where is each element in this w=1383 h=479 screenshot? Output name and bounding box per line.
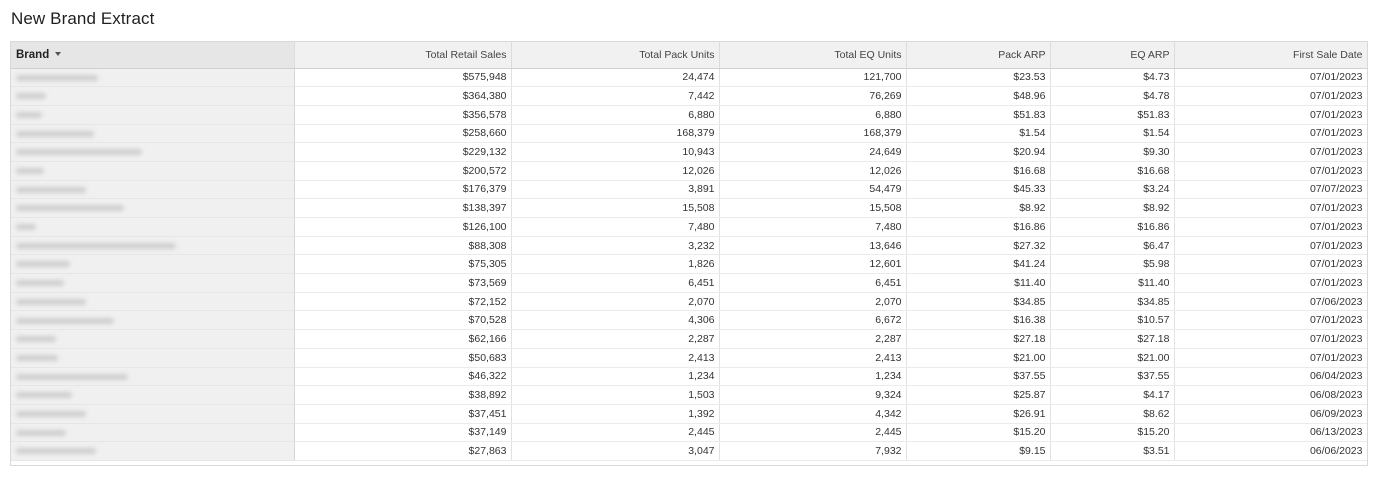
cell-brand[interactable] xyxy=(11,311,294,330)
cell-first-sale-date: 07/07/2023 xyxy=(1174,180,1367,199)
cell-first-sale-date: 07/01/2023 xyxy=(1174,199,1367,218)
cell-total-pack-units: 7,442 xyxy=(511,87,719,106)
cell-brand[interactable] xyxy=(11,105,294,124)
redacted-brand-name xyxy=(16,131,94,137)
cell-eq-arp: $34.85 xyxy=(1050,292,1174,311)
cell-eq-arp: $15.20 xyxy=(1050,423,1174,442)
table-row[interactable] xyxy=(11,292,1367,311)
cell-total-retail-sales: $38,892 xyxy=(294,386,511,405)
column-header-first-sale-date[interactable]: First Sale Date xyxy=(1174,42,1367,68)
cell-brand[interactable] xyxy=(11,404,294,423)
cell-brand[interactable] xyxy=(11,199,294,218)
cell-first-sale-date: 07/01/2023 xyxy=(1174,348,1367,367)
column-header-label: Brand xyxy=(16,48,50,61)
redacted-brand-name xyxy=(16,149,142,155)
cell-pack-arp: $48.96 xyxy=(906,87,1050,106)
cell-total-eq-units: 2,287 xyxy=(719,330,906,349)
cell-total-pack-units: 6,451 xyxy=(511,274,719,293)
cell-total-eq-units: 2,070 xyxy=(719,292,906,311)
cell-brand[interactable] xyxy=(11,143,294,162)
cell-total-pack-units: 12,026 xyxy=(511,161,719,180)
redacted-brand-name xyxy=(16,93,46,99)
cell-brand[interactable] xyxy=(11,255,294,274)
cell-total-retail-sales: $229,132 xyxy=(294,143,511,162)
column-header-total-eq-units[interactable]: Total EQ Units xyxy=(719,42,906,68)
cell-pack-arp: $8.92 xyxy=(906,199,1050,218)
cell-pack-arp: $26.91 xyxy=(906,404,1050,423)
cell-brand[interactable] xyxy=(11,330,294,349)
cell-total-eq-units: 7,932 xyxy=(719,442,906,461)
table-row[interactable] xyxy=(11,423,1367,442)
redacted-brand-name xyxy=(16,261,70,267)
table-row[interactable] xyxy=(11,161,1367,180)
cell-eq-arp: $9.30 xyxy=(1050,143,1174,162)
cell-total-pack-units: 4,306 xyxy=(511,311,719,330)
cell-first-sale-date: 07/01/2023 xyxy=(1174,274,1367,293)
cell-first-sale-date: 07/01/2023 xyxy=(1174,330,1367,349)
cell-eq-arp: $6.47 xyxy=(1050,236,1174,255)
cell-brand[interactable] xyxy=(11,68,294,87)
cell-brand[interactable] xyxy=(11,236,294,255)
cell-brand[interactable] xyxy=(11,348,294,367)
cell-eq-arp: $4.17 xyxy=(1050,386,1174,405)
table-header-row xyxy=(11,42,1367,68)
cell-brand[interactable] xyxy=(11,367,294,386)
cell-total-pack-units: 15,508 xyxy=(511,199,719,218)
cell-total-eq-units: 12,601 xyxy=(719,255,906,274)
cell-first-sale-date: 07/01/2023 xyxy=(1174,161,1367,180)
cell-eq-arp: $3.51 xyxy=(1050,442,1174,461)
cell-total-retail-sales: $37,149 xyxy=(294,423,511,442)
cell-total-eq-units: 54,479 xyxy=(719,180,906,199)
cell-total-retail-sales: $62,166 xyxy=(294,330,511,349)
table-row[interactable] xyxy=(11,386,1367,405)
cell-total-retail-sales: $46,322 xyxy=(294,367,511,386)
column-header-total-retail-sales[interactable]: Total Retail Sales xyxy=(294,42,511,68)
cell-total-eq-units: 76,269 xyxy=(719,87,906,106)
cell-eq-arp: $10.57 xyxy=(1050,311,1174,330)
cell-total-pack-units: 6,880 xyxy=(511,105,719,124)
cell-first-sale-date: 06/04/2023 xyxy=(1174,367,1367,386)
cell-eq-arp: $16.68 xyxy=(1050,161,1174,180)
page-title: New Brand Extract xyxy=(11,9,155,28)
cell-total-pack-units: 10,943 xyxy=(511,143,719,162)
cell-eq-arp: $11.40 xyxy=(1050,274,1174,293)
cell-pack-arp: $45.33 xyxy=(906,180,1050,199)
cell-eq-arp: $8.62 xyxy=(1050,404,1174,423)
cell-total-pack-units: 1,826 xyxy=(511,255,719,274)
cell-pack-arp: $25.87 xyxy=(906,386,1050,405)
table-row[interactable] xyxy=(11,311,1367,330)
cell-eq-arp: $51.83 xyxy=(1050,105,1174,124)
cell-total-retail-sales: $37,451 xyxy=(294,404,511,423)
cell-total-pack-units: 24,474 xyxy=(511,68,719,87)
cell-total-retail-sales: $50,683 xyxy=(294,348,511,367)
cell-pack-arp: $27.18 xyxy=(906,330,1050,349)
redacted-brand-name xyxy=(16,168,44,174)
cell-total-retail-sales: $575,948 xyxy=(294,68,511,87)
cell-eq-arp: $1.54 xyxy=(1050,124,1174,143)
redacted-brand-name xyxy=(16,75,98,81)
cell-total-retail-sales: $356,578 xyxy=(294,105,511,124)
cell-total-eq-units: 6,880 xyxy=(719,105,906,124)
column-header-eq-arp[interactable]: EQ ARP xyxy=(1050,42,1174,68)
cell-pack-arp: $9.15 xyxy=(906,442,1050,461)
cell-total-pack-units: 1,234 xyxy=(511,367,719,386)
cell-eq-arp: $4.78 xyxy=(1050,87,1174,106)
cell-pack-arp: $16.38 xyxy=(906,311,1050,330)
table-row[interactable] xyxy=(11,348,1367,367)
cell-total-eq-units: 4,342 xyxy=(719,404,906,423)
redacted-brand-name xyxy=(16,280,64,286)
cell-first-sale-date: 07/01/2023 xyxy=(1174,87,1367,106)
redacted-brand-name xyxy=(16,448,96,454)
table-row[interactable] xyxy=(11,236,1367,255)
cell-first-sale-date: 07/01/2023 xyxy=(1174,255,1367,274)
cell-brand[interactable] xyxy=(11,218,294,237)
cell-total-eq-units: 7,480 xyxy=(719,218,906,237)
cell-total-eq-units: 2,445 xyxy=(719,423,906,442)
cell-first-sale-date: 07/01/2023 xyxy=(1174,311,1367,330)
cell-total-pack-units: 2,413 xyxy=(511,348,719,367)
cell-brand[interactable] xyxy=(11,442,294,461)
cell-eq-arp: $8.92 xyxy=(1050,199,1174,218)
redacted-brand-name xyxy=(16,430,66,436)
redacted-brand-name xyxy=(16,318,114,324)
column-header-total-pack-units[interactable]: Total Pack Units xyxy=(511,42,719,68)
cell-first-sale-date: 07/01/2023 xyxy=(1174,218,1367,237)
cell-total-retail-sales: $200,572 xyxy=(294,161,511,180)
table-row[interactable] xyxy=(11,68,1367,87)
cell-total-pack-units: 2,445 xyxy=(511,423,719,442)
cell-total-eq-units: 13,646 xyxy=(719,236,906,255)
table-row[interactable] xyxy=(11,442,1367,461)
table-row[interactable] xyxy=(11,404,1367,423)
redacted-brand-name xyxy=(16,299,86,305)
cell-pack-arp: $23.53 xyxy=(906,68,1050,87)
cell-total-eq-units: 6,672 xyxy=(719,311,906,330)
table-row[interactable] xyxy=(11,199,1367,218)
data-table xyxy=(10,41,1368,466)
redacted-brand-name xyxy=(16,411,86,417)
cell-total-eq-units: 121,700 xyxy=(719,68,906,87)
cell-eq-arp: $4.73 xyxy=(1050,68,1174,87)
cell-pack-arp: $34.85 xyxy=(906,292,1050,311)
cell-pack-arp: $37.55 xyxy=(906,367,1050,386)
cell-eq-arp: $27.18 xyxy=(1050,330,1174,349)
cell-first-sale-date: 06/08/2023 xyxy=(1174,386,1367,405)
cell-total-pack-units: 3,047 xyxy=(511,442,719,461)
cell-total-retail-sales: $88,308 xyxy=(294,236,511,255)
cell-pack-arp: $27.32 xyxy=(906,236,1050,255)
cell-pack-arp: $41.24 xyxy=(906,255,1050,274)
cell-eq-arp: $37.55 xyxy=(1050,367,1174,386)
cell-total-eq-units: 2,413 xyxy=(719,348,906,367)
cell-total-pack-units: 1,503 xyxy=(511,386,719,405)
cell-eq-arp: $3.24 xyxy=(1050,180,1174,199)
cell-total-retail-sales: $70,528 xyxy=(294,311,511,330)
redacted-brand-name xyxy=(16,392,72,398)
cell-first-sale-date: 06/09/2023 xyxy=(1174,404,1367,423)
cell-brand[interactable] xyxy=(11,161,294,180)
table-row[interactable] xyxy=(11,143,1367,162)
cell-total-pack-units: 2,070 xyxy=(511,292,719,311)
cell-total-retail-sales: $364,380 xyxy=(294,87,511,106)
table-row[interactable] xyxy=(11,180,1367,199)
redacted-brand-name xyxy=(16,374,128,380)
cell-total-pack-units: 3,232 xyxy=(511,236,719,255)
table-row[interactable] xyxy=(11,367,1367,386)
cell-first-sale-date: 06/06/2023 xyxy=(1174,442,1367,461)
cell-pack-arp: $21.00 xyxy=(906,348,1050,367)
cell-first-sale-date: 07/01/2023 xyxy=(1174,124,1367,143)
cell-total-pack-units: 1,392 xyxy=(511,404,719,423)
cell-pack-arp: $16.86 xyxy=(906,218,1050,237)
cell-brand[interactable] xyxy=(11,180,294,199)
cell-first-sale-date: 06/13/2023 xyxy=(1174,423,1367,442)
cell-total-pack-units: 2,287 xyxy=(511,330,719,349)
column-header-brand[interactable] xyxy=(11,42,294,68)
cell-total-pack-units: 7,480 xyxy=(511,218,719,237)
cell-total-eq-units: 9,324 xyxy=(719,386,906,405)
table-row[interactable] xyxy=(11,124,1367,143)
cell-first-sale-date: 07/01/2023 xyxy=(1174,143,1367,162)
cell-total-pack-units: 168,379 xyxy=(511,124,719,143)
cell-total-retail-sales: $27,863 xyxy=(294,442,511,461)
cell-eq-arp: $21.00 xyxy=(1050,348,1174,367)
cell-total-retail-sales: $73,569 xyxy=(294,274,511,293)
cell-first-sale-date: 07/01/2023 xyxy=(1174,105,1367,124)
cell-total-eq-units: 15,508 xyxy=(719,199,906,218)
table-row[interactable] xyxy=(11,330,1367,349)
cell-brand[interactable] xyxy=(11,87,294,106)
cell-eq-arp: $16.86 xyxy=(1050,218,1174,237)
redacted-brand-name xyxy=(16,336,56,342)
cell-brand[interactable] xyxy=(11,274,294,293)
cell-total-retail-sales: $126,100 xyxy=(294,218,511,237)
cell-total-retail-sales: $138,397 xyxy=(294,199,511,218)
cell-brand[interactable] xyxy=(11,292,294,311)
table-row[interactable] xyxy=(11,274,1367,293)
redacted-brand-name xyxy=(16,355,58,361)
cell-pack-arp: $11.40 xyxy=(906,274,1050,293)
cell-pack-arp: $51.83 xyxy=(906,105,1050,124)
cell-total-retail-sales: $75,305 xyxy=(294,255,511,274)
table-row[interactable] xyxy=(11,255,1367,274)
cell-total-eq-units: 1,234 xyxy=(719,367,906,386)
redacted-brand-name xyxy=(16,205,124,211)
cell-total-eq-units: 12,026 xyxy=(719,161,906,180)
table-row[interactable] xyxy=(11,105,1367,124)
cell-first-sale-date: 07/01/2023 xyxy=(1174,68,1367,87)
cell-first-sale-date: 07/06/2023 xyxy=(1174,292,1367,311)
cell-total-retail-sales: $258,660 xyxy=(294,124,511,143)
chevron-down-icon[interactable] xyxy=(55,52,61,56)
cell-pack-arp: $1.54 xyxy=(906,124,1050,143)
table-row[interactable] xyxy=(11,87,1367,106)
cell-total-eq-units: 6,451 xyxy=(719,274,906,293)
cell-total-retail-sales: $176,379 xyxy=(294,180,511,199)
cell-total-retail-sales: $72,152 xyxy=(294,292,511,311)
cell-eq-arp: $5.98 xyxy=(1050,255,1174,274)
cell-first-sale-date: 07/01/2023 xyxy=(1174,236,1367,255)
redacted-brand-name xyxy=(16,112,42,118)
cell-total-eq-units: 24,649 xyxy=(719,143,906,162)
cell-pack-arp: $15.20 xyxy=(906,423,1050,442)
redacted-brand-name xyxy=(16,187,86,193)
cell-total-pack-units: 3,891 xyxy=(511,180,719,199)
redacted-brand-name xyxy=(16,243,176,249)
table-row[interactable] xyxy=(11,218,1367,237)
cell-pack-arp: $16.68 xyxy=(906,161,1050,180)
cell-pack-arp: $20.94 xyxy=(906,143,1050,162)
cell-total-eq-units: 168,379 xyxy=(719,124,906,143)
cell-brand[interactable] xyxy=(11,386,294,405)
column-header-pack-arp[interactable]: Pack ARP xyxy=(906,42,1050,68)
cell-brand[interactable] xyxy=(11,423,294,442)
redacted-brand-name xyxy=(16,224,36,230)
cell-brand[interactable] xyxy=(11,124,294,143)
